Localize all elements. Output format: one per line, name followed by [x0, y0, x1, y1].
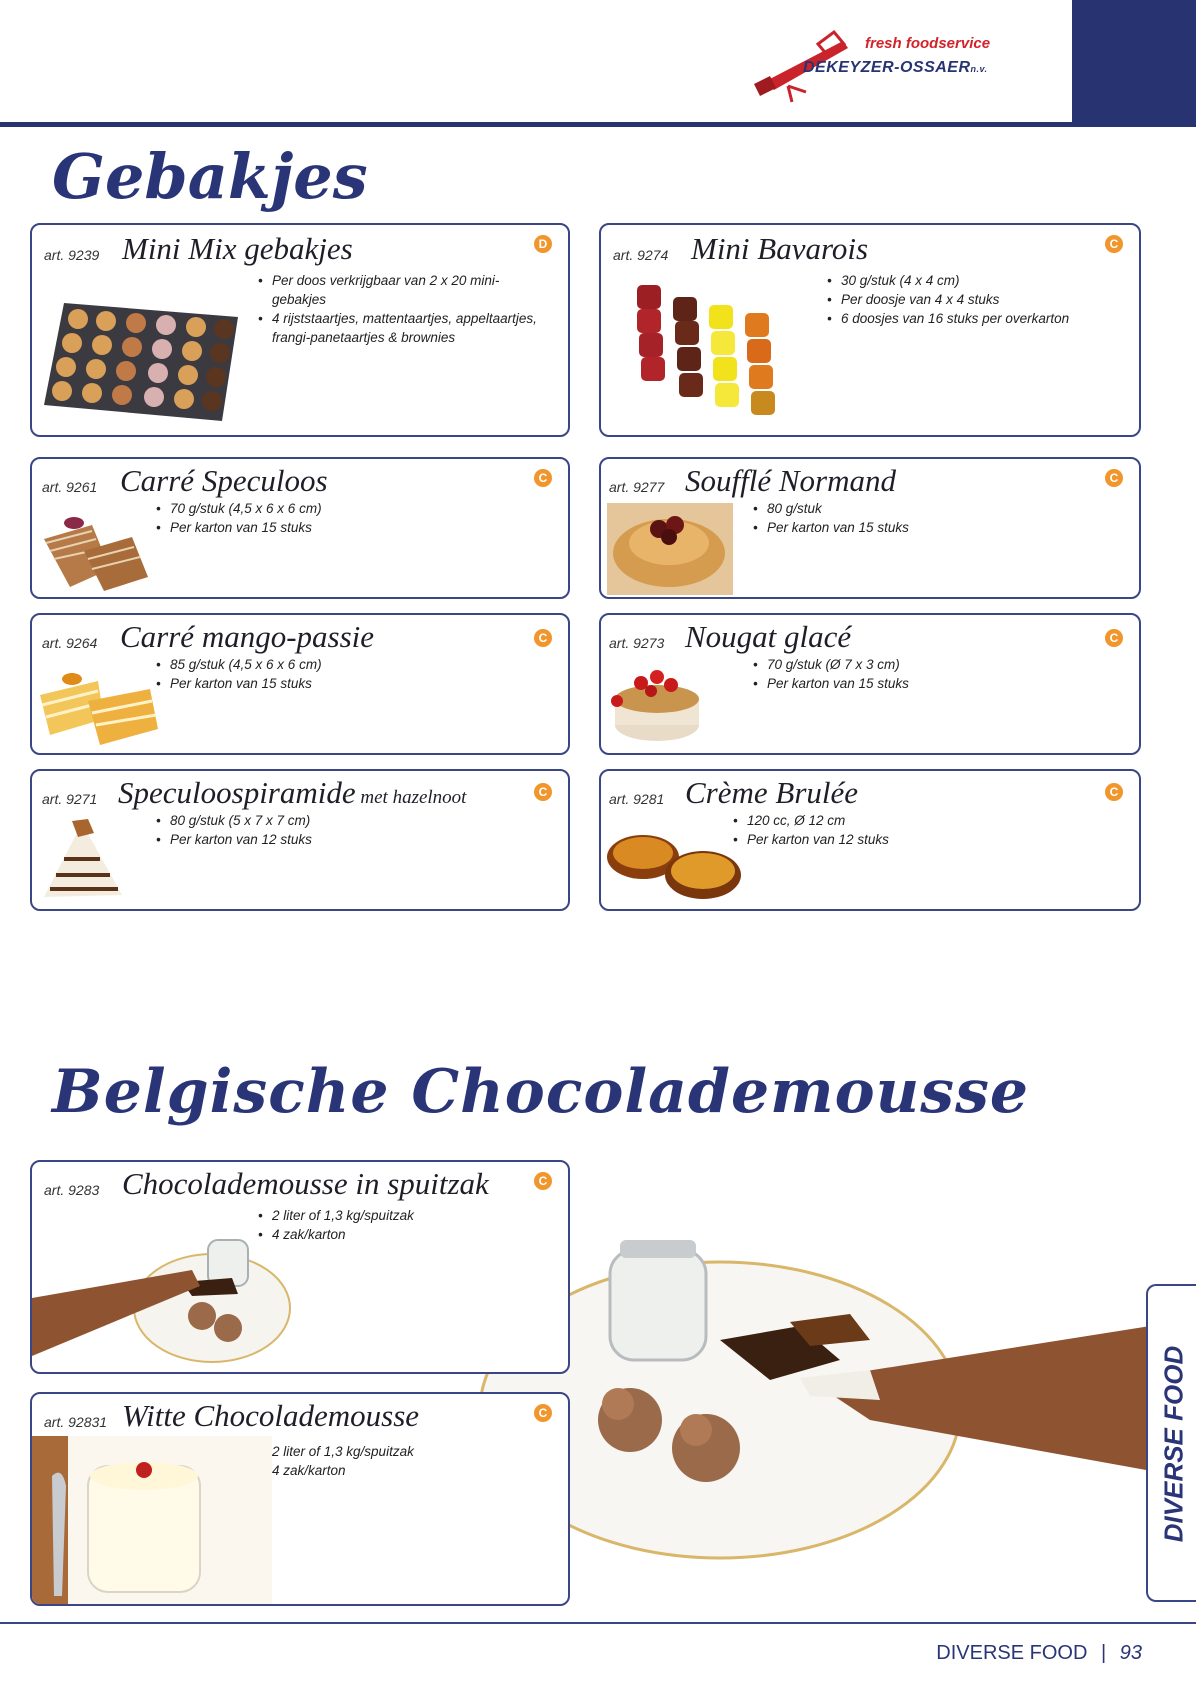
category-badge: C — [534, 469, 552, 487]
article-number: art. 9277 — [609, 479, 665, 495]
spec-item: • 30 g/stuk (4 x 4 cm) — [827, 271, 1127, 290]
product-name: Soufflé Normand — [685, 463, 896, 498]
spec-item: • 2 liter of 1,3 kg/spuitzak — [258, 1442, 558, 1461]
souffle-normand-image — [607, 503, 733, 595]
product-card-92831 — [30, 1392, 570, 1606]
spec-item: • 70 g/stuk (4,5 x 6 x 6 cm) — [156, 499, 456, 518]
brand-tagline: fresh foodservice — [865, 35, 991, 52]
article-number: art. 92831 — [44, 1414, 108, 1430]
footer-rule — [0, 1622, 1196, 1624]
category-badge: D — [534, 235, 552, 253]
mini-mix-tray-image — [42, 297, 242, 427]
spec-item: • 70 g/stuk (Ø 7 x 3 cm) — [753, 655, 1053, 674]
chocolademousse-spuitzak-image — [32, 1232, 302, 1372]
category-badge: C — [1105, 469, 1123, 487]
spec-item: • Per karton van 15 stuks — [156, 518, 456, 537]
article-number: art. 9271 — [42, 791, 98, 807]
product-specs — [827, 271, 1127, 328]
article-number: art. 9283 — [44, 1182, 100, 1198]
spec-item: • Per doosje van 4 x 4 stuks — [827, 290, 1127, 309]
product-specs — [753, 499, 1053, 537]
product-card-9271 — [30, 769, 570, 911]
product-name: Mini Bavarois — [691, 231, 869, 266]
article-number: art. 9239 — [44, 247, 100, 263]
speculoospiramide-image — [38, 819, 128, 905]
category-badge: C — [1105, 235, 1123, 253]
header-corner-block — [1072, 0, 1196, 124]
product-card-9281 — [599, 769, 1141, 911]
product-specs — [258, 271, 548, 347]
spec-item: • 80 g/stuk (5 x 7 x 7 cm) — [156, 811, 456, 830]
spec-item: • 120 cc, Ø 12 cm — [733, 811, 1033, 830]
product-specs — [258, 1206, 558, 1244]
product-specs — [156, 655, 456, 693]
header-rule — [0, 122, 1196, 127]
spec-item: • Per karton van 15 stuks — [753, 674, 1053, 693]
nougat-glace-image — [607, 661, 707, 751]
category-badge: C — [1105, 783, 1123, 801]
carre-mango-image — [38, 665, 164, 749]
footer-separator: | — [1100, 1642, 1107, 1664]
spec-item: • Per doos verkrijgbaar van 2 x 20 mini-gebakjes — [258, 271, 548, 309]
product-card-9264 — [30, 613, 570, 755]
article-number: art. 9264 — [42, 635, 98, 651]
product-name: Speculoospiramide met hazelnoot — [118, 775, 467, 810]
category-badge: C — [534, 629, 552, 647]
spec-item: • 4 zak/karton — [258, 1461, 558, 1480]
chocolate-mousse-plate-image — [470, 1230, 1150, 1560]
spec-item: • 2 liter of 1,3 kg/spuitzak — [258, 1206, 558, 1225]
product-name: Witte Chocolademousse — [122, 1398, 420, 1433]
product-name: Crème Brulée — [685, 775, 859, 810]
product-name: Carré mango-passie — [120, 619, 375, 654]
mini-bavarois-image — [631, 279, 811, 429]
product-card-9239 — [30, 223, 570, 437]
page-number: 93 — [1119, 1642, 1142, 1664]
side-tab-label: DIVERSE FOOD — [1158, 1345, 1189, 1543]
witte-chocolademousse-image — [32, 1436, 272, 1606]
brand-name: DEKEYZER-OSSAERn.v. — [803, 59, 988, 76]
spec-item: • Per karton van 15 stuks — [156, 674, 456, 693]
spec-item: • Per karton van 15 stuks — [753, 518, 1053, 537]
page-footer — [936, 1642, 1142, 1665]
side-tab-diverse-food — [1146, 1284, 1196, 1602]
product-specs — [753, 655, 1053, 693]
section-title-chocolademousse: Belgische Chocolademousse — [52, 1057, 1030, 1127]
product-name: Carré Speculoos — [120, 463, 328, 498]
product-specs — [156, 811, 456, 849]
article-number: art. 9274 — [613, 247, 669, 263]
category-badge: C — [534, 1172, 552, 1190]
product-card-9277 — [599, 457, 1141, 599]
spec-item: • 4 rijststaartjes, mattentaartjes, appeltaartjes, frangi-panetaartjes & brownies — [258, 309, 548, 347]
product-name: Mini Mix gebakjes — [122, 231, 353, 266]
spec-item: • 85 g/stuk (4,5 x 6 x 6 cm) — [156, 655, 456, 674]
category-badge: C — [534, 1404, 552, 1422]
footer-section: DIVERSE FOOD — [936, 1642, 1088, 1664]
product-specs — [258, 1442, 558, 1480]
spec-item: • 6 doosjes van 16 stuks per overkarton — [827, 309, 1127, 328]
category-badge: C — [1105, 629, 1123, 647]
category-badge: C — [534, 783, 552, 801]
section-title-gebakjes: Gebakjes — [52, 140, 368, 213]
spec-item: • Per karton van 12 stuks — [156, 830, 456, 849]
article-number: art. 9273 — [609, 635, 665, 651]
product-name: Nougat glacé — [685, 619, 852, 654]
carre-speculoos-image — [40, 507, 160, 593]
spec-item: • 80 g/stuk — [753, 499, 1053, 518]
product-specs — [733, 811, 1033, 849]
article-number: art. 9261 — [42, 479, 98, 495]
product-card-9261 — [30, 457, 570, 599]
product-card-9283 — [30, 1160, 570, 1374]
article-number: art. 9281 — [609, 791, 665, 807]
brand-logo — [748, 26, 991, 106]
product-specs — [156, 499, 456, 537]
creme-brulee-image — [605, 827, 745, 907]
spec-item: • 4 zak/karton — [258, 1225, 558, 1244]
product-card-9274 — [599, 223, 1141, 437]
spec-item: • Per karton van 12 stuks — [733, 830, 1033, 849]
product-name: Chocolademousse in spuitzak — [122, 1166, 489, 1201]
product-card-9273 — [599, 613, 1141, 755]
